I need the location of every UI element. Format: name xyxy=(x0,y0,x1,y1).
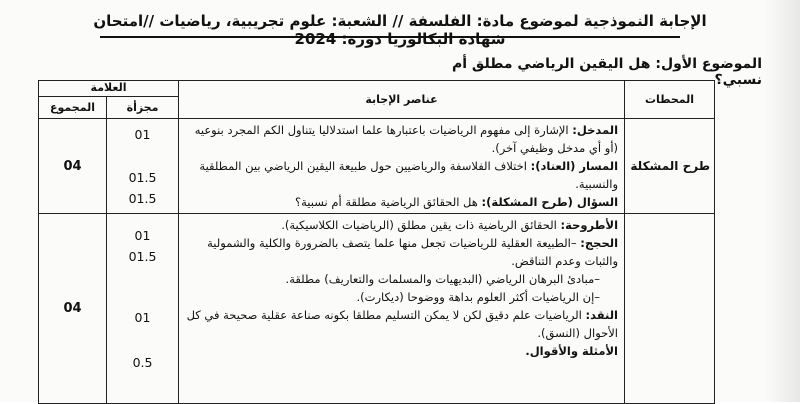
section2-answer xyxy=(179,214,625,404)
stage-problem-statement: طرح المشكلة xyxy=(625,119,715,214)
question-label: السؤال (طرح المشكلة): xyxy=(481,195,619,209)
examples-label: الأمثلة والأقوال. xyxy=(525,344,619,358)
intro-label: المدخل: xyxy=(572,123,619,137)
critique-label: النقد: xyxy=(585,308,619,322)
section2-parts xyxy=(107,214,179,404)
subject-title: الموضوع الأول: هل اليقين الرياضي مطلق أم نسبي؟ xyxy=(451,56,762,88)
argument-item: –مبادئ البرهان الرياضي (البديهيات والمسلمات والتعاريف) مطلقة. xyxy=(285,272,601,286)
section1-part: 01 xyxy=(134,127,151,142)
section1-part: 01.5 xyxy=(128,191,157,206)
grading-table xyxy=(38,80,715,404)
section1-part: 01.5 xyxy=(128,170,157,185)
intro-text: الإشارة إلى مفهوم الرياضيات باعتبارها علما استدلاليا يتناول الكم المجرد بنوعيه (أو أي مدخل وظيفي آخر). xyxy=(194,123,619,155)
section2-part: 01.5 xyxy=(128,249,157,264)
thesis-label: الأطروحة: xyxy=(560,218,619,232)
section2-part: 01 xyxy=(134,228,151,243)
section2-total: 04 xyxy=(39,214,107,404)
section2-part: 01 xyxy=(134,310,151,325)
part-header: مجزأة xyxy=(107,97,179,119)
arguments-label: الحجج: xyxy=(580,236,619,250)
argument-item: –إن الرياضيات أكثر العلوم بداهة ووضوحا (ديكارت). xyxy=(356,290,601,304)
header-title: الإجابة النموذجية لموضوع مادة: الفلسفة // الشعبة: علوم تجريبية، رياضيات //امتحان شهادة البكالوريا دورة: 2024 xyxy=(93,12,707,48)
total-header: المجموع xyxy=(39,97,107,119)
path-label: المسار (العناد): xyxy=(530,159,619,173)
section1-answer xyxy=(179,119,625,214)
question-text: هل الحقائق الرياضية مطلقة أم نسبية؟ xyxy=(295,195,482,209)
stage-cell-section2 xyxy=(625,214,715,404)
critique-text: الرياضيات علم دقيق لكن لا يمكن التسليم مطلقا بكونه صناعة عقلية صحيحة في كل الأحوال (النسق). xyxy=(186,308,619,340)
section1-total: 04 xyxy=(39,119,107,214)
section1-parts xyxy=(107,119,179,214)
thesis-text: الحقائق الرياضية ذات يقين مطلق (الرياضيات الكلاسيكية). xyxy=(281,218,561,232)
stages-header: المحطات xyxy=(625,81,715,119)
grade-header: العلامة xyxy=(39,81,179,97)
header-divider xyxy=(100,36,680,38)
page-edge-shadow xyxy=(764,0,800,402)
path-text: اختلاف الفلاسفة والرياضيين حول طبيعة اليقين الرياضي بين المطلقية والنسبية. xyxy=(199,159,619,191)
answer-header: عناصر الإجابة xyxy=(179,81,625,119)
arguments-text: –الطبيعة العقلية للرياضيات تجعل منها علما يتصف بالضرورة والكلية والشمولية والثبات وعدم التناقض. xyxy=(207,236,619,268)
section2-part: 0.5 xyxy=(132,355,153,370)
